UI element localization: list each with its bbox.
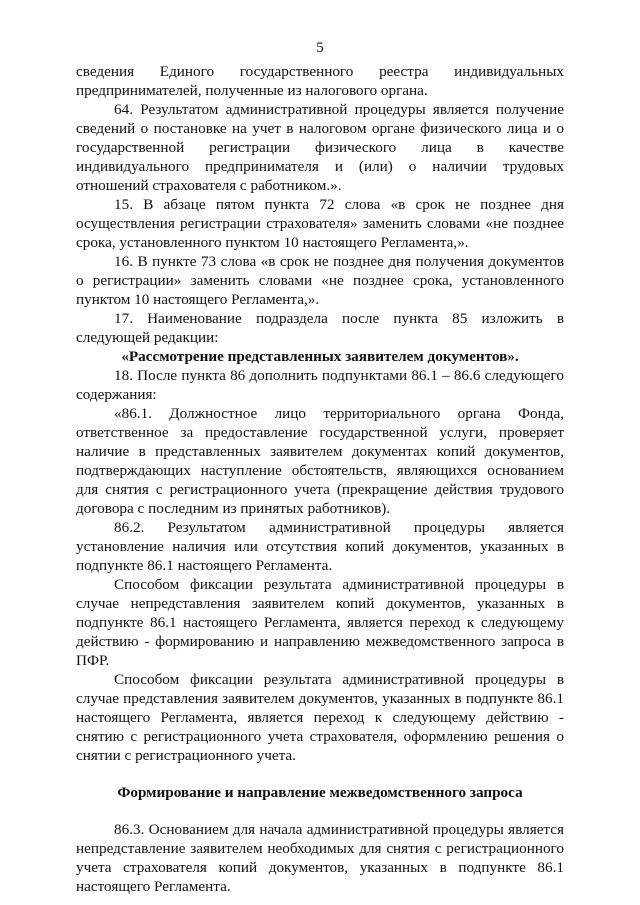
- subsection-title: «Рассмотрение представленных заявителем документов».: [121, 348, 519, 365]
- paragraph-15: 15. В абзаце пятом пункта 72 слова «в срок не позднее дня осуществления регистрации страхователя» заменить словами «не позднее срока, установленного пунктом 10 настоящего Регламента,».: [76, 196, 564, 251]
- paragraph-fixation-1: Способом фиксации результата административной процедуры в случае непредставления заявителем копий документов, указанных в подпункте 86.1 настоящего Регламента, является переход к следующему действию - формированию и направлению межведомственного запроса в ПФР.: [76, 576, 564, 669]
- section-heading: Формирование и направление межведомственного запроса: [117, 784, 523, 801]
- paragraph-86-2: 86.2. Результатом административной процедуры является установление наличия или отсутствия копий документов, указанных в подпункте 86.1 настоящего Регламента.: [76, 519, 564, 574]
- paragraph-16: 16. В пункте 73 слова «в срок не позднее дня получения документов о регистрации» заменить словами «не позднее срока, установленного пунктом 10 настоящего Регламента,».: [76, 253, 564, 308]
- document-body: [76, 62, 564, 896]
- paragraph-continuation: сведения Единого государственного реестра индивидуальных предпринимателей, полученные из налогового органа.: [76, 63, 564, 99]
- paragraph-86-1: «86.1. Должностное лицо территориального органа Фонда, ответственное за предоставление государственной услуги, проверяет наличие в представленных заявителем документах копий документов, подтверждающих наступление обстоятельств, являющихся основанием для снятия с регистрационного учета (прекращение действия трудового договора с последним из принятых работников).: [76, 405, 564, 517]
- page-number: 5: [316, 40, 324, 56]
- paragraph-18: 18. После пункта 86 дополнить подпунктами 86.1 – 86.6 следующего содержания:: [76, 367, 564, 403]
- paragraph-fixation-2: Способом фиксации результата административной процедуры в случае представления заявителем документов, указанных в подпункте 86.1 настоящего Регламента, является переход к следующему действию - снятию с регистрационного учета страхователя, оформлению решения о снятии с регистрационного учета.: [76, 671, 564, 764]
- paragraph-64: 64. Результатом административной процедуры является получение сведений о постановке на учет в налоговом органе физического лица и о государственной регистрации физического лица в качестве индивидуального предпринимателя и (или) о наличии трудовых отношений страхователя с работником.».: [76, 101, 564, 194]
- paragraph-17: 17. Наименование подраздела после пункта 85 изложить в следующей редакции:: [76, 310, 564, 346]
- paragraph-86-3: 86.3. Основанием для начала административной процедуры является непредставление заявителем необходимых для снятия с регистрационного учета страхователя копий документов, указанных в подпункте 86.1 настоящего Регламента.: [76, 821, 564, 895]
